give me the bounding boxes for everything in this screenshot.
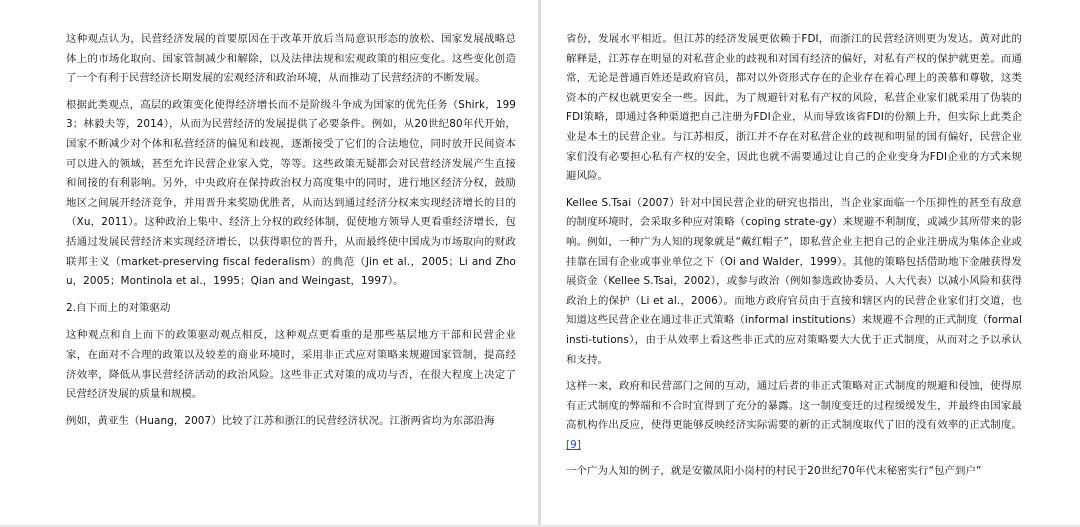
paragraph: 这种观点和自上而下的政策驱动观点相反，这种观点更看重的是那些基层地方干部和民营企业家，在面对不合理的政策以及较差的商业环境时，采用非正式应对策略来规避国家管制，提高经济效率，降低从事民营经济活动的政治风险。这些非正式对策的成功与否，在很大程度上决定了民营经济发展的质量和规模。 [66, 329, 516, 401]
right-page [541, 0, 1080, 527]
paragraph: 省份，发展水平相近。但江苏的经济发展更依赖于FDI，而浙江的民营经济则更为发达。黄对此的解释是，江苏存在明显的对私营企业的歧视和对国有经济的偏好，对私有产权的保护就更差。而通常，无论是普通百姓还是政府官员，都对以外资形式存在的企业存在着心理上的羡慕和尊敬，这类资本的产权也就更安全一些。因此，为了规避针对私有产权的风险，私营企业家们就采用了伪装的FDI策略，即通过各种渠道把自己注册为FDI企业，从而导致该省FDI的份额上升，但实际上此类企业是本土的民营企业。与江苏相反，浙江并不存在对私营企业的歧视和明显的国有偏好，民营企业家们没有必要担心私有产权的安全，因此也就不需要通过让自己的企业变身为FDI企业的方式来规避风险。 [566, 33, 1022, 183]
paragraph: Kellee S.Tsai（2007）针对中国民营企业的研究也指出，当企业家面临一个压抑性的甚至有敌意的制度环境时，会采取多种应对策略（coping strate-gy）来规避不利制度，或减少其所带来的影响。例如，一种广为人知的现象就是“戴红帽子”，即私营企业主把自己的企业注册成为集体企业或挂靠在国有企业或事业单位之下（Oi and Walder，1999）。其他的策略包括借助地下金融获得发展资金（Kellee S.Tsai，2002），或参与政治（例如参选政协委员、人大代表）以减小风险和获得政治上的保护（Li et al.，2006）。而地方政府官员由于直接和辖区内的民营企业家们打交道，也知道这些民营企业在通过非正式策略（informal institutions）来规避不合理的正式制度（formal insti-tutions），由于从效率上看这些非正式的应对策略要大大优于正式制度，从而对之予以承认和支持。 [566, 196, 1022, 366]
section-heading: 2.自下而上的对策驱动 [66, 301, 171, 314]
paragraph-text: 这样一来，政府和民营部门之间的互动，通过后者的非正式策略对正式制度的规避和侵蚀，使得原有正式制度的弊端和不合时宜得到了充分的暴露。这一制度变迁的过程缓缓发生，并最终由国家最高机构作出反应，使得更能够反映经济实际需要的新的正式制度取代了旧的没有效率的正式制度。 [566, 380, 1022, 432]
left-page [0, 0, 538, 527]
paragraph: 一个广为人知的例子，就是安徽凤阳小岗村的村民于20世纪70年代末秘密实行“包产到户” [566, 465, 982, 478]
footnote-link[interactable]: [9] [566, 438, 582, 451]
paragraph: 例如，黄亚生（Huang，2007）比较了江苏和浙江的民营经济状况。江浙两省均为东部沿海 [66, 414, 495, 427]
paragraph: 根据此类观点，高层的政策变化使得经济增长而不是阶级斗争成为国家的优先任务（Shirk，1993；林毅夫等，2014），从而为民营经济的发展提供了必要条件。例如，从20世纪80年代开始，国家不断减少对个体和私营经济的偏见和歧视，逐渐接受了它们的合法地位，同时放开民间资本可以进入的领域，甚至允许民营企业家入党，等等。这些政策无疑都会对民营经济发展产生直接和间接的有利影响。另外，中央政府在保持政治权力高度集中的同时，进行地区经济分权，鼓励地区之间展开经济竞争，并用晋升来奖励优胜者，从而达到通过经济分权来实现经济增长的目的（Xu，2011）。这种政治上集中、经济上分权的政经体制，促使地方领导人更看重经济增长，包括通过发展民营经济来实现经济增长，以获得职位的晋升，从而最终使中国成为市场取向的财政联邦主义（market-preserving fiscal federalism）的典范（Jin et al.，2005；Li and Zhou，2005；Montinola et al.，1995；Qian and Weingast，1997）。 [66, 98, 516, 288]
paragraph [566, 377, 1022, 455]
paragraph: 这种观点认为，民营经济发展的首要原因在于改革开放后当局意识形态的放松、国家发展战略总体上的市场化取向、国家管制减少和解除，以及法律法规和宏观政策的相应变化。这些变化创造了一个有利于民营经济长期发展的宏观经济和政治环境，从而推动了民营经济的不断发展。 [66, 33, 516, 85]
